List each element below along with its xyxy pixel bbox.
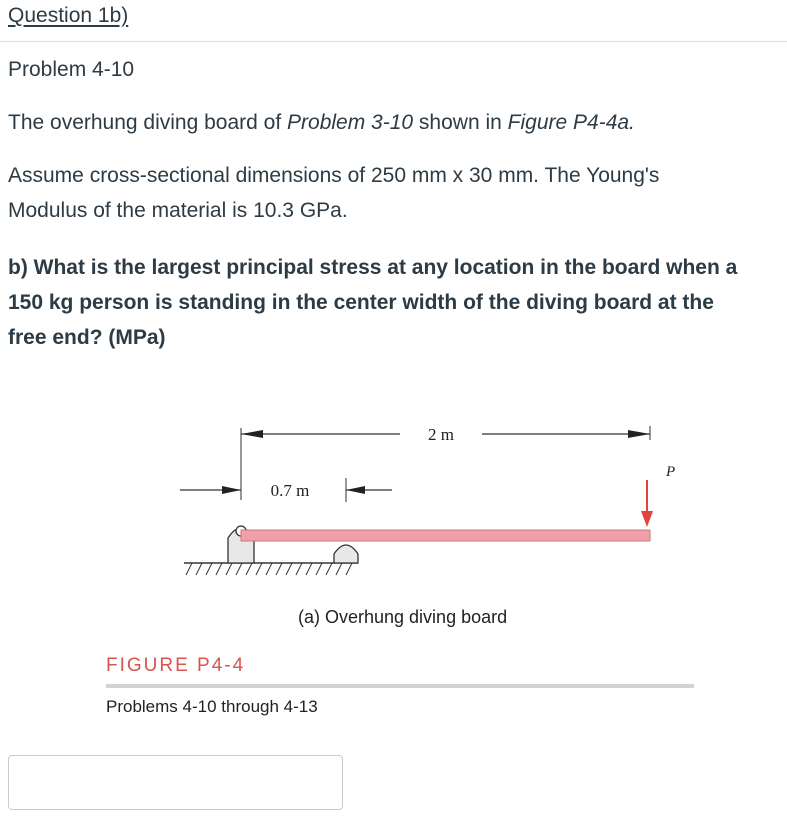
part-b-line-3: free end? (MPa) <box>8 326 166 349</box>
figure-subcaption-a: (a) Overhung diving board <box>298 607 508 627</box>
dim-support-label: 0.7 m <box>270 481 310 500</box>
part-b-question <box>8 250 783 355</box>
diving-board-figure <box>100 410 700 730</box>
load-label: P <box>666 464 676 480</box>
intro-mid: shown in <box>413 111 508 134</box>
intro-prefix: The overhung diving board of <box>8 111 288 134</box>
assume-line-2: Modulus of the material is 10.3 GPa. <box>8 199 348 222</box>
problem-number: Problem 4-10 <box>8 58 135 81</box>
diving-board <box>241 530 650 541</box>
part-b-line-1: b) What is the largest principal stress at any location in the board when a <box>8 256 738 279</box>
dim07-arrow-right <box>346 486 365 494</box>
assumption-text <box>8 158 783 228</box>
part-b-line-2: 150 kg person is standing in the center width of the diving board at the <box>8 291 714 314</box>
ground-hatching <box>186 563 352 575</box>
dim-arrow-right <box>628 430 650 438</box>
intro-figure-ref: Figure P4-4a. <box>507 111 635 134</box>
dim-arrow-left <box>241 430 263 438</box>
roller-support <box>334 545 358 563</box>
dim07-arrow-left <box>222 486 241 494</box>
problem-intro <box>8 105 783 140</box>
answer-input[interactable] <box>8 755 343 810</box>
figure-problems-caption: Problems 4-10 through 4-13 <box>106 697 318 716</box>
load-arrow-icon <box>641 511 653 527</box>
question-title[interactable]: Question 1b) <box>8 4 129 27</box>
title-divider <box>0 41 787 42</box>
dim-total-label: 2 m <box>428 425 454 444</box>
assume-line-1: Assume cross-sectional dimensions of 250 mm x 30 mm. The Young's <box>8 164 660 187</box>
intro-problem-ref: Problem 3-10 <box>287 111 414 134</box>
figure-label: FIGURE P4-4 <box>106 655 246 676</box>
